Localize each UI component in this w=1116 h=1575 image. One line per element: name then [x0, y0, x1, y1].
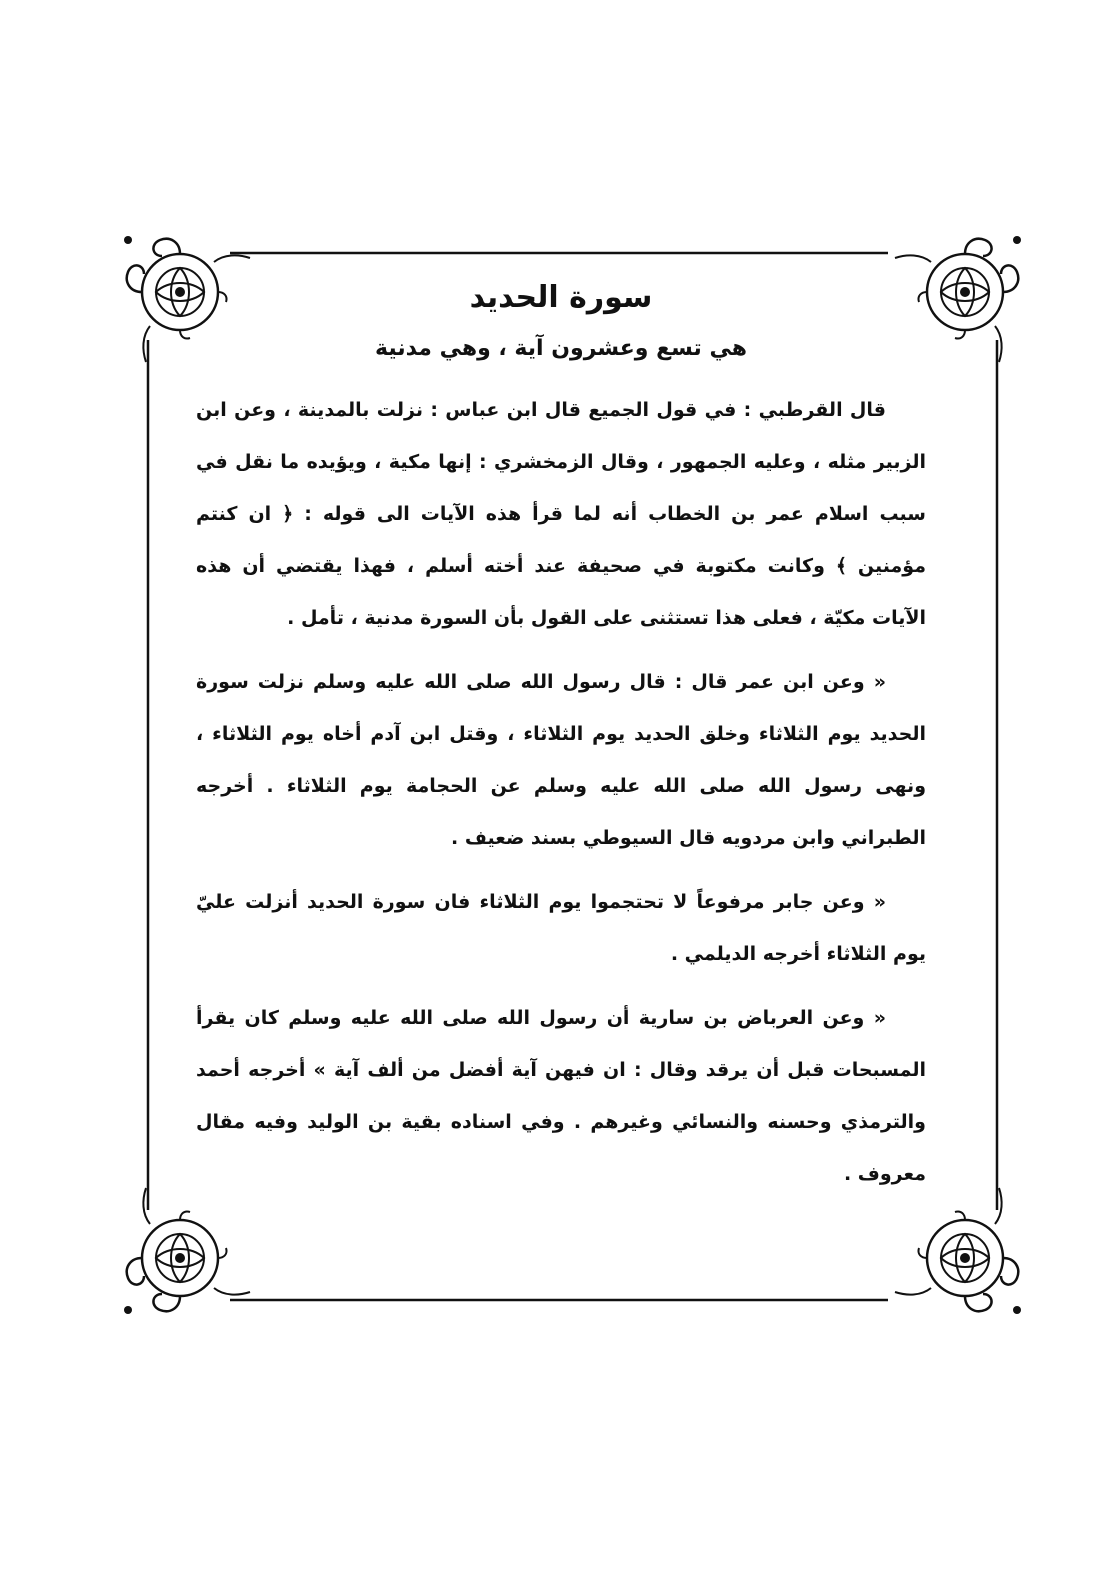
corner-ornament-bottom-left [124, 1188, 250, 1314]
surah-subtitle: هي تسع وعشرون آية ، وهي مدنية [375, 336, 747, 361]
page-content [196, 272, 926, 1200]
corner-ornament-bottom-right [895, 1188, 1021, 1314]
paragraph-ibn-umar: « وعن ابن عمر قال : قال رسول الله صلى الله عليه وسلم نزلت سورة الحديد يوم الثلاثاء وخلق الحديد يوم الثلاثاء ، وقتل ابن آدم أخاه يوم الثلاثاء ، ونهى رسول الله صلى الله عليه وسلم عن الحجامة يوم الثلاثاء . أخرجه الطبراني وابن مردويه قال السيوطي بسند ضعيف . [196, 671, 926, 849]
paragraph-irbad: « وعن العرباض بن سارية أن رسول الله صلى الله عليه وسلم كان يقرأ المسبحات قبل أن يرقد وقال : ان فيهن آية أفضل من ألف آية » أخرجه أحمد والترمذي وحسنه والنسائي وغيرهم . وفي اسناده بقية بن الوليد وفيه مقال معروف . [196, 1007, 926, 1185]
paragraph-jabir: « وعن جابر مرفوعاً لا تحتجموا يوم الثلاثاء فان سورة الحديد أنزلت عليّ يوم الثلاثاء أخرجه الديلمي . [196, 891, 926, 965]
surah-title: سورة الحديد [469, 280, 653, 315]
paragraph-intro: قال القرطبي : في قول الجميع قال ابن عباس : نزلت بالمدينة ، وعن ابن الزبير مثله ، وعليه الجمهور ، وقال الزمخشري : إنها مكية ، ويؤيده ما نقل في سبب اسلام عمر بن الخطاب أنه لما قرأ هذه الآيات الى قوله : ﴿ ان كنتم مؤمنين ﴾ وكانت مكتوبة في صحيفة عند أخته أسلم ، فهذا يقتضي أن هذه الآيات مكيّة ، فعلى هذا تستثنى على القول بأن السورة مدنية ، تأمل . [196, 399, 926, 629]
